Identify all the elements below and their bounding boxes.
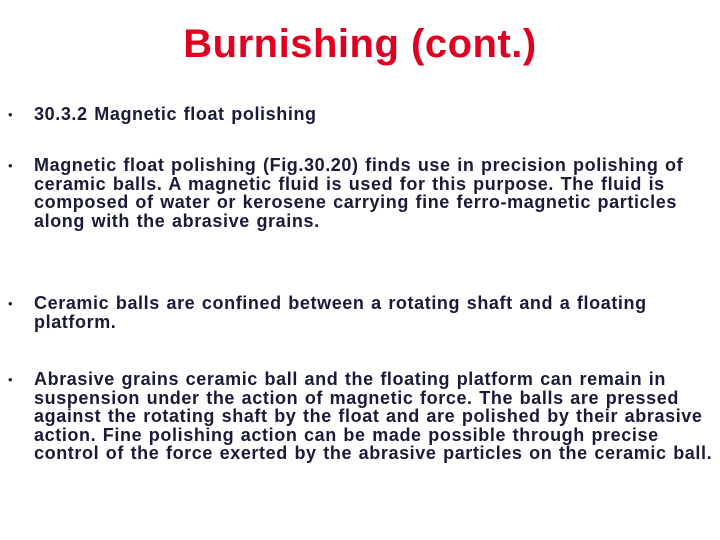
bullet-text-section-heading: 30.3.2 Magnetic float polishing [34,104,317,124]
bullet-text-intro: Magnetic float polishing (Fig.30.20) finds use in precision polishing of ceramic balls. A magnetic fluid is used for this purpose. The fluid is composed of water or kerosene carrying fine ferro-magnetic particles along with the abrasive grains. [34,155,684,231]
bullet-icon: • [8,372,13,387]
bullet-icon: • [8,296,13,311]
bullet-icon: • [8,107,13,122]
bullet-text-process: Abrasive grains ceramic ball and the floating platform can remain in suspension under the action of magnetic force. The balls are pressed against the rotating shaft by the float and are polished by their abrasive action. Fine polishing action can be made possible through precise control of the force exerted by the abrasive particles on the ceramic ball. [34,369,713,463]
bullet-text-confinement: Ceramic balls are confined between a rotating shaft and a floating platform. [34,293,647,332]
slide-title: Burnishing (cont.) [183,22,537,66]
bullet-icon: • [8,158,13,173]
